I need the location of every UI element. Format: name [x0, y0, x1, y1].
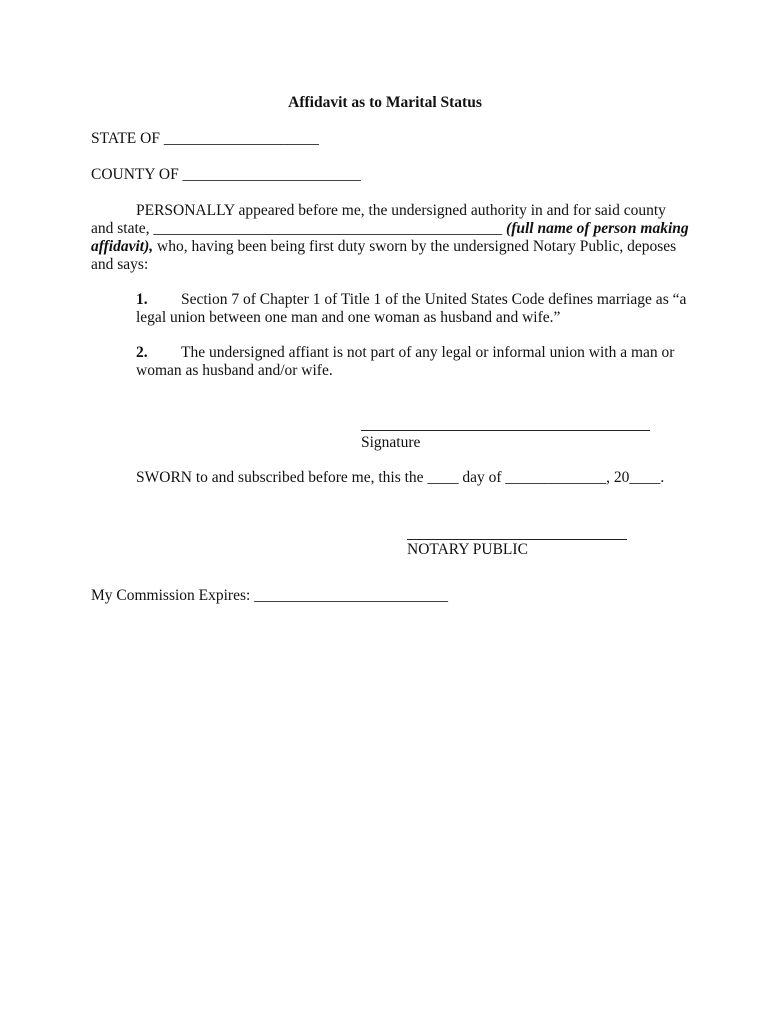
- affiant-name-hint: (full name of person making: [506, 220, 689, 237]
- notary-signature-line: [407, 539, 627, 540]
- intro-and-state: and state,: [91, 220, 150, 237]
- clause-1-line-2: legal union between one man and one woman as husband and wife.”: [136, 309, 561, 326]
- signature-line: [361, 430, 650, 431]
- clause-2-line-2: woman as husband and/or wife.: [136, 362, 333, 379]
- sworn-month-blank: _____________: [505, 469, 607, 486]
- clause-2-number: 2.: [136, 344, 148, 361]
- intro-line-3: [91, 238, 676, 256]
- sworn-text-d: .: [660, 469, 665, 486]
- intro-line-4: and says:: [91, 256, 149, 273]
- sworn-text-c: , 20: [606, 469, 630, 486]
- commission-line: [91, 587, 448, 605]
- notary-label: NOTARY PUBLIC: [407, 541, 528, 558]
- county-line: [91, 166, 361, 184]
- sworn-year-blank: ____: [629, 469, 661, 486]
- intro-line-1: PERSONALLY appeared before me, the undersigned authority in and for said county: [136, 202, 666, 219]
- sworn-day-blank: ____: [427, 469, 459, 486]
- sworn-text-a: SWORN to and subscribed before me, this the: [136, 469, 424, 486]
- county-label: COUNTY OF: [91, 166, 179, 183]
- clause-1-number: 1.: [136, 291, 148, 308]
- sworn-text-b: day of: [462, 469, 502, 486]
- affiant-name-hint-end: affidavit),: [91, 238, 154, 255]
- intro-sworn-text: who, having been being first duty sworn by the undersigned Notary Public, deposes: [157, 238, 677, 255]
- affiant-name-blank: _____________________________________________: [153, 220, 503, 237]
- signature-label: Signature: [361, 434, 421, 451]
- clause-2-line-1: The undersigned affiant is not part of any legal or informal union with a man or: [181, 344, 675, 361]
- intro-line-2: [91, 220, 689, 238]
- county-blank: _______________________: [182, 166, 361, 183]
- document-title: Affidavit as to Marital Status: [288, 94, 482, 111]
- state-line: [91, 130, 319, 148]
- sworn-line: [136, 469, 664, 487]
- commission-blank: _________________________: [254, 587, 448, 604]
- state-blank: ____________________: [163, 130, 319, 147]
- state-label: STATE OF: [91, 130, 160, 147]
- clause-1-line-1: Section 7 of Chapter 1 of Title 1 of the United States Code defines marriage as “a: [181, 291, 687, 308]
- commission-label: My Commission Expires:: [91, 587, 251, 604]
